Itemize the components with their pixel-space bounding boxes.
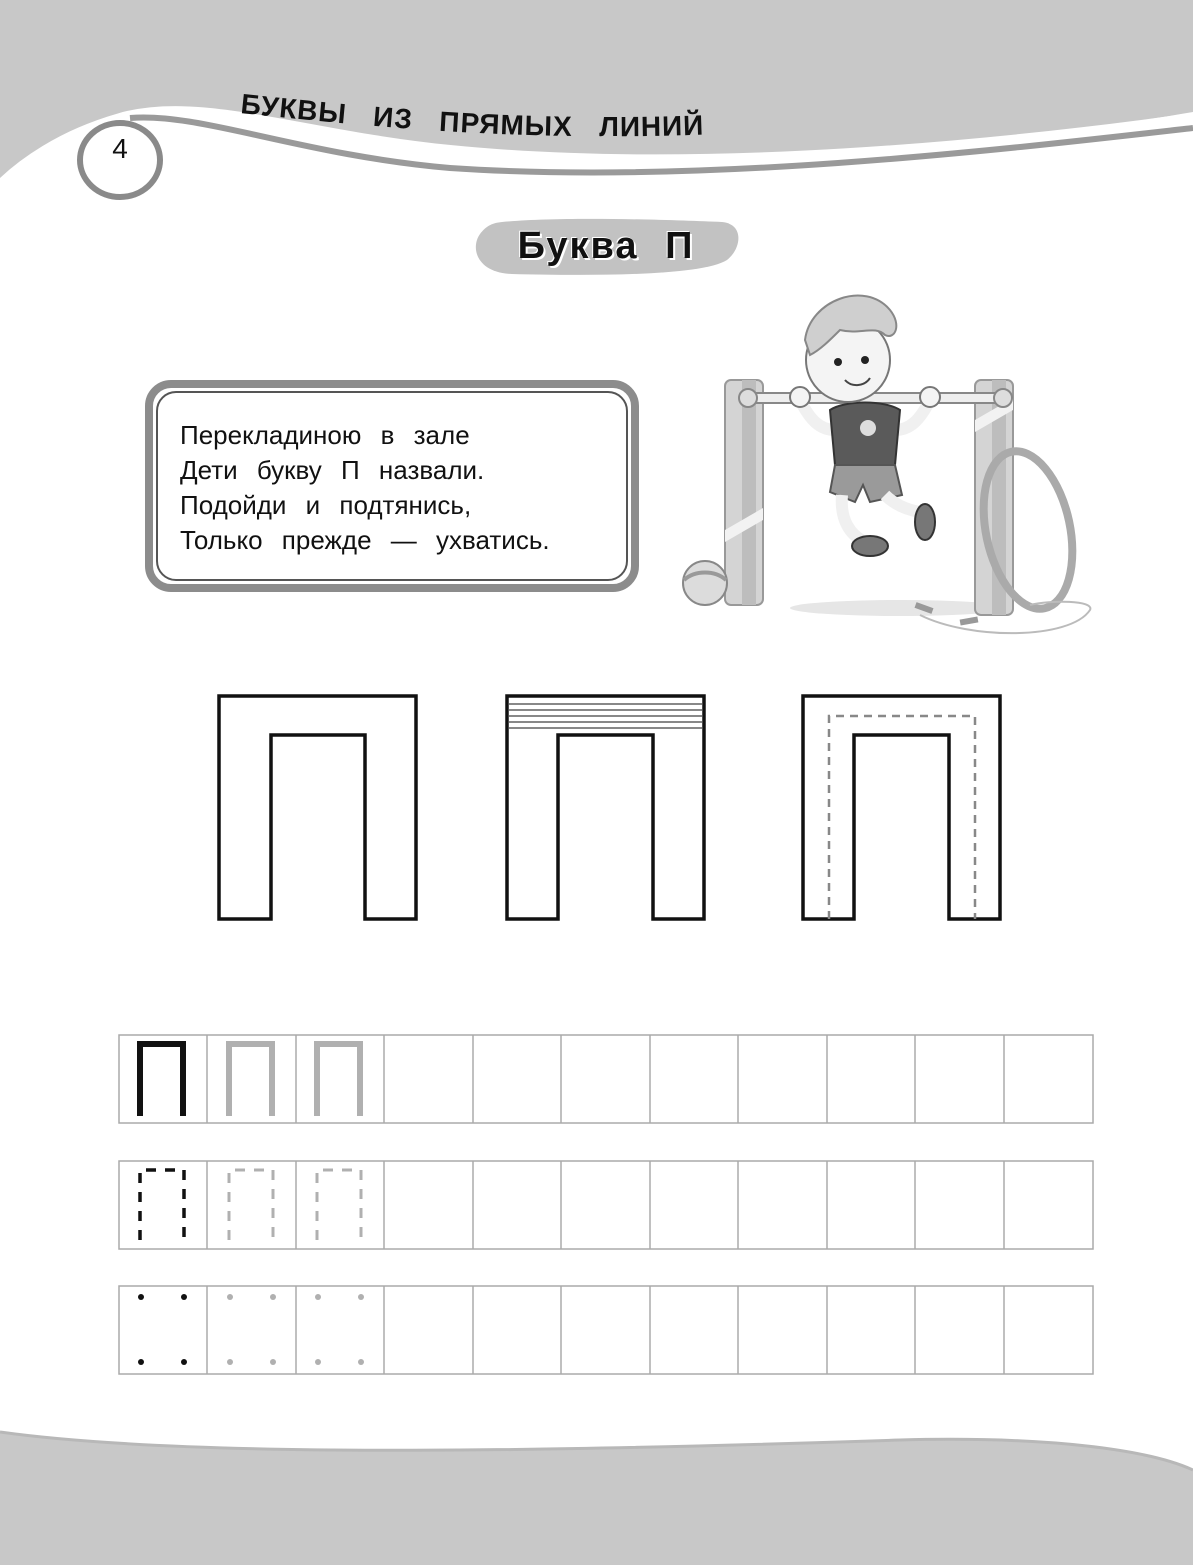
practice-row-dashed (118, 1160, 1094, 1250)
poem-line-2: Дети букву П назвали. (180, 455, 485, 485)
poem-line-4: Только прежде — ухватись. (180, 525, 550, 555)
letter-sample-gray (317, 1044, 360, 1116)
letter-outline-striped (507, 696, 704, 919)
section-title-text: БУКВЫ ИЗ ПРЯМЫХ ЛИНИЙ (239, 88, 705, 143)
svg-text:БУКВЫ ИЗ ПРЯМЫХ ЛИНИЙ (239, 88, 704, 142)
letter-dashed-black (140, 1170, 184, 1240)
letter-sample-black (140, 1044, 183, 1116)
page-title: Буква П (517, 225, 695, 267)
practice-row-solid (118, 1034, 1094, 1124)
letter-sample-gray (229, 1044, 272, 1116)
poem-box (145, 380, 639, 592)
letter-outline-dashed-guide (803, 696, 1000, 919)
letter-shapes (210, 690, 1010, 930)
poem-line-3: Подойди и подтянись, (180, 490, 472, 520)
letter-dashed-gray (229, 1170, 273, 1240)
letter-outline (219, 696, 416, 919)
practice-row-dotted (118, 1285, 1094, 1375)
poem-line-1: Перекладиною в зале (180, 420, 470, 450)
footer-banner (0, 1400, 1193, 1565)
dot-guides-black (138, 1294, 187, 1365)
letter-dashed-gray (317, 1170, 361, 1240)
page-number: 4 (112, 133, 128, 164)
boy-on-bar-illustration (670, 280, 1100, 650)
section-title (235, 88, 755, 168)
